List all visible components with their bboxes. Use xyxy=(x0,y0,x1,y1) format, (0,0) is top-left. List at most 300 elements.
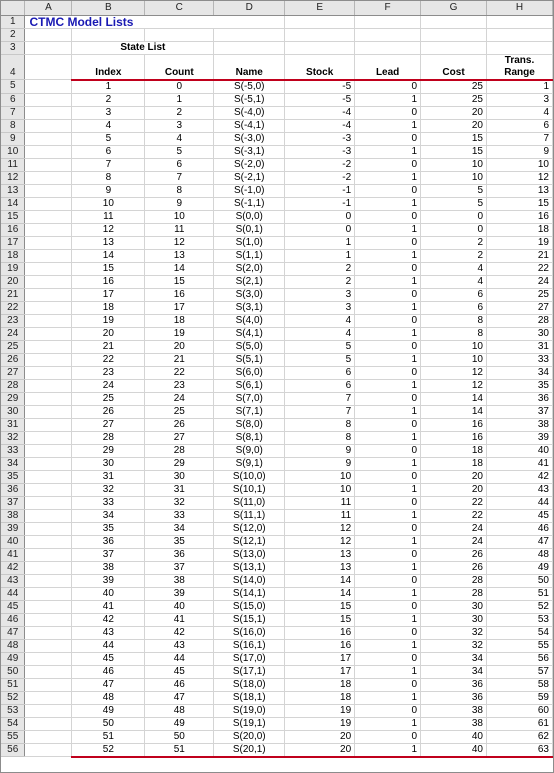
name-cell[interactable]: S(-3,1) xyxy=(214,145,285,158)
name-cell[interactable]: S(14,0) xyxy=(214,574,285,587)
count-cell[interactable]: 5 xyxy=(145,145,214,158)
lead-cell[interactable]: 0 xyxy=(355,418,421,431)
trans-range-cell[interactable]: 38 xyxy=(487,418,553,431)
empty-cell[interactable] xyxy=(214,28,285,41)
empty-cell[interactable] xyxy=(25,431,72,444)
lead-cell[interactable]: 1 xyxy=(355,717,421,730)
empty-cell[interactable] xyxy=(25,652,72,665)
count-cell[interactable]: 28 xyxy=(145,444,214,457)
count-cell[interactable]: 36 xyxy=(145,548,214,561)
row-header[interactable]: 11 xyxy=(1,158,25,171)
stock-cell[interactable]: 17 xyxy=(285,652,355,665)
count-cell[interactable]: 4 xyxy=(145,132,214,145)
row-header[interactable]: 46 xyxy=(1,613,25,626)
trans-range-cell[interactable]: 40 xyxy=(487,444,553,457)
empty-cell[interactable] xyxy=(25,639,72,652)
name-cell[interactable]: S(1,0) xyxy=(214,236,285,249)
cost-cell[interactable]: 30 xyxy=(421,613,487,626)
trans-range-cell[interactable]: 42 xyxy=(487,470,553,483)
lead-cell[interactable]: 1 xyxy=(355,275,421,288)
index-cell[interactable]: 14 xyxy=(72,249,145,262)
lead-cell[interactable]: 1 xyxy=(355,431,421,444)
row-header[interactable]: 1 xyxy=(1,15,25,28)
trans-range-cell[interactable]: 1 xyxy=(487,80,553,94)
row-header[interactable]: 25 xyxy=(1,340,25,353)
index-cell[interactable]: 29 xyxy=(72,444,145,457)
trans-range-cell[interactable]: 59 xyxy=(487,691,553,704)
trans-range-cell[interactable]: 52 xyxy=(487,600,553,613)
index-cell[interactable]: 41 xyxy=(72,600,145,613)
row-header[interactable]: 48 xyxy=(1,639,25,652)
cost-cell[interactable]: 15 xyxy=(421,145,487,158)
trans-range-cell[interactable]: 55 xyxy=(487,639,553,652)
empty-cell[interactable] xyxy=(285,15,355,28)
lead-cell[interactable]: 0 xyxy=(355,730,421,743)
index-cell[interactable]: 13 xyxy=(72,236,145,249)
trans-range-cell[interactable]: 21 xyxy=(487,249,553,262)
count-header[interactable]: Count xyxy=(145,54,214,80)
stock-cell[interactable]: 12 xyxy=(285,522,355,535)
trans-range-cell[interactable]: 4 xyxy=(487,106,553,119)
lead-cell[interactable]: 0 xyxy=(355,652,421,665)
trans-range-cell[interactable]: 44 xyxy=(487,496,553,509)
cost-cell[interactable]: 14 xyxy=(421,392,487,405)
empty-cell[interactable] xyxy=(355,41,421,54)
empty-cell[interactable] xyxy=(72,28,145,41)
lead-cell[interactable]: 1 xyxy=(355,743,421,757)
empty-cell[interactable] xyxy=(25,171,72,184)
count-cell[interactable]: 22 xyxy=(145,366,214,379)
stock-cell[interactable]: 19 xyxy=(285,704,355,717)
cost-cell[interactable]: 38 xyxy=(421,704,487,717)
row-header[interactable]: 50 xyxy=(1,665,25,678)
count-cell[interactable]: 6 xyxy=(145,158,214,171)
lead-cell[interactable]: 0 xyxy=(355,600,421,613)
row-header[interactable]: 20 xyxy=(1,275,25,288)
column-header-c[interactable]: C xyxy=(145,1,214,15)
index-header[interactable]: Index xyxy=(72,54,145,80)
cost-cell[interactable]: 6 xyxy=(421,288,487,301)
count-cell[interactable]: 25 xyxy=(145,405,214,418)
stock-cell[interactable]: 10 xyxy=(285,470,355,483)
trans-range-cell[interactable]: 3 xyxy=(487,93,553,106)
cost-cell[interactable]: 4 xyxy=(421,262,487,275)
row-header[interactable]: 44 xyxy=(1,587,25,600)
name-cell[interactable]: S(0,1) xyxy=(214,223,285,236)
lead-cell[interactable]: 0 xyxy=(355,678,421,691)
lead-cell[interactable]: 0 xyxy=(355,574,421,587)
index-cell[interactable]: 16 xyxy=(72,275,145,288)
cost-cell[interactable]: 0 xyxy=(421,210,487,223)
trans-range-cell[interactable]: 41 xyxy=(487,457,553,470)
count-cell[interactable]: 11 xyxy=(145,223,214,236)
cost-cell[interactable]: 20 xyxy=(421,106,487,119)
row-header[interactable]: 13 xyxy=(1,184,25,197)
name-cell[interactable]: S(14,1) xyxy=(214,587,285,600)
count-cell[interactable]: 34 xyxy=(145,522,214,535)
index-cell[interactable]: 34 xyxy=(72,509,145,522)
name-cell[interactable]: S(11,1) xyxy=(214,509,285,522)
name-cell[interactable]: S(7,1) xyxy=(214,405,285,418)
cost-cell[interactable]: 26 xyxy=(421,548,487,561)
trans-range-cell[interactable]: 48 xyxy=(487,548,553,561)
empty-cell[interactable] xyxy=(25,184,72,197)
lead-cell[interactable]: 1 xyxy=(355,249,421,262)
lead-cell[interactable]: 0 xyxy=(355,392,421,405)
name-cell[interactable]: S(-3,0) xyxy=(214,132,285,145)
count-cell[interactable]: 46 xyxy=(145,678,214,691)
row-header[interactable]: 55 xyxy=(1,730,25,743)
trans-range-cell[interactable]: 6 xyxy=(487,119,553,132)
index-cell[interactable]: 10 xyxy=(72,197,145,210)
lead-cell[interactable]: 1 xyxy=(355,613,421,626)
trans-range-cell[interactable]: 10 xyxy=(487,158,553,171)
empty-cell[interactable] xyxy=(25,106,72,119)
count-cell[interactable]: 44 xyxy=(145,652,214,665)
count-cell[interactable]: 0 xyxy=(145,80,214,94)
index-cell[interactable]: 6 xyxy=(72,145,145,158)
cost-cell[interactable]: 10 xyxy=(421,340,487,353)
empty-cell[interactable] xyxy=(25,132,72,145)
row-header[interactable]: 34 xyxy=(1,457,25,470)
empty-cell[interactable] xyxy=(25,54,72,80)
lead-cell[interactable]: 0 xyxy=(355,132,421,145)
count-cell[interactable]: 51 xyxy=(145,743,214,757)
lead-cell[interactable]: 0 xyxy=(355,158,421,171)
empty-cell[interactable] xyxy=(25,600,72,613)
empty-cell[interactable] xyxy=(25,717,72,730)
count-cell[interactable]: 39 xyxy=(145,587,214,600)
trans-range-cell[interactable]: 50 xyxy=(487,574,553,587)
trans-range-cell[interactable]: 49 xyxy=(487,561,553,574)
stock-cell[interactable]: -2 xyxy=(285,158,355,171)
trans-range-cell[interactable]: 33 xyxy=(487,353,553,366)
lead-cell[interactable]: 1 xyxy=(355,353,421,366)
index-cell[interactable]: 5 xyxy=(72,132,145,145)
name-cell[interactable]: S(-2,0) xyxy=(214,158,285,171)
name-cell[interactable]: S(6,0) xyxy=(214,366,285,379)
name-cell[interactable]: S(8,0) xyxy=(214,418,285,431)
empty-cell[interactable] xyxy=(285,41,355,54)
lead-cell[interactable]: 1 xyxy=(355,379,421,392)
count-cell[interactable]: 50 xyxy=(145,730,214,743)
row-header[interactable]: 9 xyxy=(1,132,25,145)
trans-range-cell[interactable]: 25 xyxy=(487,288,553,301)
stock-cell[interactable]: 9 xyxy=(285,457,355,470)
trans-range-cell[interactable]: 35 xyxy=(487,379,553,392)
state-list-label[interactable]: State List xyxy=(72,41,214,54)
name-cell[interactable]: S(12,0) xyxy=(214,522,285,535)
stock-cell[interactable]: 8 xyxy=(285,431,355,444)
count-cell[interactable]: 32 xyxy=(145,496,214,509)
trans-range-cell[interactable]: 19 xyxy=(487,236,553,249)
name-cell[interactable]: S(15,0) xyxy=(214,600,285,613)
row-header[interactable]: 41 xyxy=(1,548,25,561)
lead-cell[interactable]: 1 xyxy=(355,119,421,132)
index-cell[interactable]: 4 xyxy=(72,119,145,132)
cost-cell[interactable]: 20 xyxy=(421,119,487,132)
name-cell[interactable]: S(-4,0) xyxy=(214,106,285,119)
row-header[interactable]: 3 xyxy=(1,41,25,54)
row-header[interactable]: 28 xyxy=(1,379,25,392)
name-cell[interactable]: S(13,0) xyxy=(214,548,285,561)
index-cell[interactable]: 2 xyxy=(72,93,145,106)
empty-cell[interactable] xyxy=(25,236,72,249)
empty-cell[interactable] xyxy=(25,678,72,691)
row-header[interactable]: 19 xyxy=(1,262,25,275)
cost-cell[interactable]: 26 xyxy=(421,561,487,574)
row-header[interactable]: 5 xyxy=(1,80,25,94)
column-header-h[interactable]: H xyxy=(487,1,553,15)
count-cell[interactable]: 18 xyxy=(145,314,214,327)
count-cell[interactable]: 26 xyxy=(145,418,214,431)
trans-range-cell[interactable]: 63 xyxy=(487,743,553,757)
index-cell[interactable]: 19 xyxy=(72,314,145,327)
cost-cell[interactable]: 28 xyxy=(421,587,487,600)
name-header[interactable]: Name xyxy=(214,54,285,80)
stock-cell[interactable]: -4 xyxy=(285,106,355,119)
name-cell[interactable]: S(8,1) xyxy=(214,431,285,444)
cost-cell[interactable]: 24 xyxy=(421,522,487,535)
lead-cell[interactable]: 1 xyxy=(355,145,421,158)
count-cell[interactable]: 29 xyxy=(145,457,214,470)
lead-cell[interactable]: 0 xyxy=(355,444,421,457)
cost-cell[interactable]: 18 xyxy=(421,444,487,457)
row-header[interactable]: 12 xyxy=(1,171,25,184)
column-header-e[interactable]: E xyxy=(285,1,355,15)
count-cell[interactable]: 7 xyxy=(145,171,214,184)
lead-cell[interactable]: 0 xyxy=(355,314,421,327)
row-header[interactable]: 38 xyxy=(1,509,25,522)
empty-cell[interactable] xyxy=(25,288,72,301)
empty-cell[interactable] xyxy=(25,366,72,379)
cost-cell[interactable]: 38 xyxy=(421,717,487,730)
index-cell[interactable]: 38 xyxy=(72,561,145,574)
row-header[interactable]: 16 xyxy=(1,223,25,236)
index-cell[interactable]: 32 xyxy=(72,483,145,496)
cost-cell[interactable]: 30 xyxy=(421,600,487,613)
cost-header[interactable]: Cost xyxy=(421,54,487,80)
name-cell[interactable]: S(-5,0) xyxy=(214,80,285,94)
stock-cell[interactable]: 1 xyxy=(285,236,355,249)
count-cell[interactable]: 19 xyxy=(145,327,214,340)
trans-range-cell[interactable]: 27 xyxy=(487,301,553,314)
trans-range-cell[interactable]: 62 xyxy=(487,730,553,743)
trans-range-cell[interactable]: 18 xyxy=(487,223,553,236)
stock-cell[interactable]: 11 xyxy=(285,496,355,509)
empty-cell[interactable] xyxy=(25,301,72,314)
stock-cell[interactable]: 5 xyxy=(285,353,355,366)
name-cell[interactable]: S(3,0) xyxy=(214,288,285,301)
empty-cell[interactable] xyxy=(25,483,72,496)
column-header-b[interactable]: B xyxy=(72,1,145,15)
trans-range-cell[interactable]: 30 xyxy=(487,327,553,340)
index-cell[interactable]: 20 xyxy=(72,327,145,340)
index-cell[interactable]: 28 xyxy=(72,431,145,444)
name-cell[interactable]: S(18,1) xyxy=(214,691,285,704)
count-cell[interactable]: 9 xyxy=(145,197,214,210)
cost-cell[interactable]: 28 xyxy=(421,574,487,587)
index-cell[interactable]: 52 xyxy=(72,743,145,757)
index-cell[interactable]: 40 xyxy=(72,587,145,600)
count-cell[interactable]: 33 xyxy=(145,509,214,522)
trans-range-cell[interactable]: 60 xyxy=(487,704,553,717)
count-cell[interactable]: 37 xyxy=(145,561,214,574)
cost-cell[interactable]: 20 xyxy=(421,470,487,483)
count-cell[interactable]: 17 xyxy=(145,301,214,314)
name-cell[interactable]: S(0,0) xyxy=(214,210,285,223)
index-cell[interactable]: 50 xyxy=(72,717,145,730)
empty-cell[interactable] xyxy=(25,470,72,483)
index-cell[interactable]: 51 xyxy=(72,730,145,743)
index-cell[interactable]: 22 xyxy=(72,353,145,366)
name-cell[interactable]: S(4,1) xyxy=(214,327,285,340)
trans-range-cell[interactable]: 58 xyxy=(487,678,553,691)
lead-cell[interactable]: 1 xyxy=(355,639,421,652)
index-cell[interactable]: 21 xyxy=(72,340,145,353)
stock-cell[interactable]: 8 xyxy=(285,418,355,431)
name-cell[interactable]: S(7,0) xyxy=(214,392,285,405)
cost-cell[interactable]: 2 xyxy=(421,236,487,249)
count-cell[interactable]: 42 xyxy=(145,626,214,639)
empty-cell[interactable] xyxy=(25,93,72,106)
trans-range-cell[interactable]: 31 xyxy=(487,340,553,353)
row-header[interactable]: 31 xyxy=(1,418,25,431)
lead-cell[interactable]: 1 xyxy=(355,93,421,106)
cost-cell[interactable]: 24 xyxy=(421,535,487,548)
empty-cell[interactable] xyxy=(25,353,72,366)
stock-cell[interactable]: 20 xyxy=(285,743,355,757)
stock-cell[interactable]: 4 xyxy=(285,314,355,327)
cost-cell[interactable]: 0 xyxy=(421,223,487,236)
stock-cell[interactable]: 18 xyxy=(285,691,355,704)
trans-range-header[interactable] xyxy=(487,54,553,80)
row-header[interactable]: 10 xyxy=(1,145,25,158)
row-header[interactable]: 42 xyxy=(1,561,25,574)
name-cell[interactable]: S(-1,1) xyxy=(214,197,285,210)
row-header[interactable]: 35 xyxy=(1,470,25,483)
empty-cell[interactable] xyxy=(25,327,72,340)
count-cell[interactable]: 43 xyxy=(145,639,214,652)
empty-cell[interactable] xyxy=(25,613,72,626)
cost-cell[interactable]: 22 xyxy=(421,496,487,509)
cost-cell[interactable]: 25 xyxy=(421,80,487,94)
name-cell[interactable]: S(20,1) xyxy=(214,743,285,757)
lead-cell[interactable]: 1 xyxy=(355,197,421,210)
lead-cell[interactable]: 1 xyxy=(355,691,421,704)
stock-cell[interactable]: 10 xyxy=(285,483,355,496)
row-header[interactable]: 27 xyxy=(1,366,25,379)
stock-cell[interactable]: 16 xyxy=(285,639,355,652)
cost-cell[interactable]: 40 xyxy=(421,730,487,743)
empty-cell[interactable] xyxy=(25,743,72,757)
name-cell[interactable]: S(-5,1) xyxy=(214,93,285,106)
cost-cell[interactable]: 32 xyxy=(421,639,487,652)
index-cell[interactable]: 9 xyxy=(72,184,145,197)
row-header[interactable]: 52 xyxy=(1,691,25,704)
stock-cell[interactable]: -2 xyxy=(285,171,355,184)
cost-cell[interactable]: 16 xyxy=(421,431,487,444)
trans-range-cell[interactable]: 22 xyxy=(487,262,553,275)
row-header[interactable]: 4 xyxy=(1,54,25,80)
index-cell[interactable]: 24 xyxy=(72,379,145,392)
count-cell[interactable]: 1 xyxy=(145,93,214,106)
column-header-g[interactable]: G xyxy=(421,1,487,15)
row-header[interactable]: 7 xyxy=(1,106,25,119)
lead-cell[interactable]: 1 xyxy=(355,587,421,600)
trans-range-cell[interactable]: 7 xyxy=(487,132,553,145)
empty-cell[interactable] xyxy=(25,457,72,470)
empty-cell[interactable] xyxy=(25,548,72,561)
lead-cell[interactable]: 1 xyxy=(355,483,421,496)
row-header[interactable]: 23 xyxy=(1,314,25,327)
stock-cell[interactable]: 18 xyxy=(285,678,355,691)
stock-cell[interactable]: 0 xyxy=(285,223,355,236)
name-cell[interactable]: S(9,0) xyxy=(214,444,285,457)
trans-range-cell[interactable]: 43 xyxy=(487,483,553,496)
cost-cell[interactable]: 8 xyxy=(421,314,487,327)
row-header[interactable]: 45 xyxy=(1,600,25,613)
count-cell[interactable]: 14 xyxy=(145,262,214,275)
trans-range-cell[interactable]: 15 xyxy=(487,197,553,210)
row-header[interactable]: 2 xyxy=(1,28,25,41)
row-header[interactable]: 36 xyxy=(1,483,25,496)
stock-cell[interactable]: -3 xyxy=(285,145,355,158)
stock-cell[interactable]: 9 xyxy=(285,444,355,457)
name-cell[interactable]: S(10,0) xyxy=(214,470,285,483)
empty-cell[interactable] xyxy=(25,41,72,54)
index-cell[interactable]: 26 xyxy=(72,405,145,418)
cost-cell[interactable]: 8 xyxy=(421,327,487,340)
empty-cell[interactable] xyxy=(421,15,487,28)
cost-cell[interactable]: 36 xyxy=(421,691,487,704)
empty-cell[interactable] xyxy=(355,15,421,28)
name-cell[interactable]: S(5,0) xyxy=(214,340,285,353)
name-cell[interactable]: S(1,1) xyxy=(214,249,285,262)
stock-cell[interactable]: 7 xyxy=(285,405,355,418)
name-cell[interactable]: S(-2,1) xyxy=(214,171,285,184)
lead-cell[interactable]: 0 xyxy=(355,106,421,119)
stock-cell[interactable]: 4 xyxy=(285,327,355,340)
stock-cell[interactable]: 3 xyxy=(285,288,355,301)
stock-cell[interactable]: 11 xyxy=(285,509,355,522)
count-cell[interactable]: 20 xyxy=(145,340,214,353)
index-cell[interactable]: 33 xyxy=(72,496,145,509)
index-cell[interactable]: 37 xyxy=(72,548,145,561)
lead-cell[interactable]: 1 xyxy=(355,301,421,314)
empty-cell[interactable] xyxy=(487,28,553,41)
trans-range-cell[interactable]: 39 xyxy=(487,431,553,444)
row-header[interactable]: 29 xyxy=(1,392,25,405)
empty-cell[interactable] xyxy=(25,28,72,41)
stock-cell[interactable]: -1 xyxy=(285,197,355,210)
stock-cell[interactable]: 13 xyxy=(285,548,355,561)
count-cell[interactable]: 40 xyxy=(145,600,214,613)
lead-cell[interactable]: 0 xyxy=(355,470,421,483)
empty-cell[interactable] xyxy=(25,223,72,236)
lead-cell[interactable]: 0 xyxy=(355,340,421,353)
row-header[interactable]: 8 xyxy=(1,119,25,132)
index-cell[interactable]: 44 xyxy=(72,639,145,652)
count-cell[interactable]: 27 xyxy=(145,431,214,444)
empty-cell[interactable] xyxy=(25,405,72,418)
stock-cell[interactable]: 17 xyxy=(285,665,355,678)
lead-cell[interactable]: 0 xyxy=(355,366,421,379)
stock-cell[interactable]: 3 xyxy=(285,301,355,314)
count-cell[interactable]: 35 xyxy=(145,535,214,548)
count-cell[interactable]: 45 xyxy=(145,665,214,678)
name-cell[interactable]: S(20,0) xyxy=(214,730,285,743)
